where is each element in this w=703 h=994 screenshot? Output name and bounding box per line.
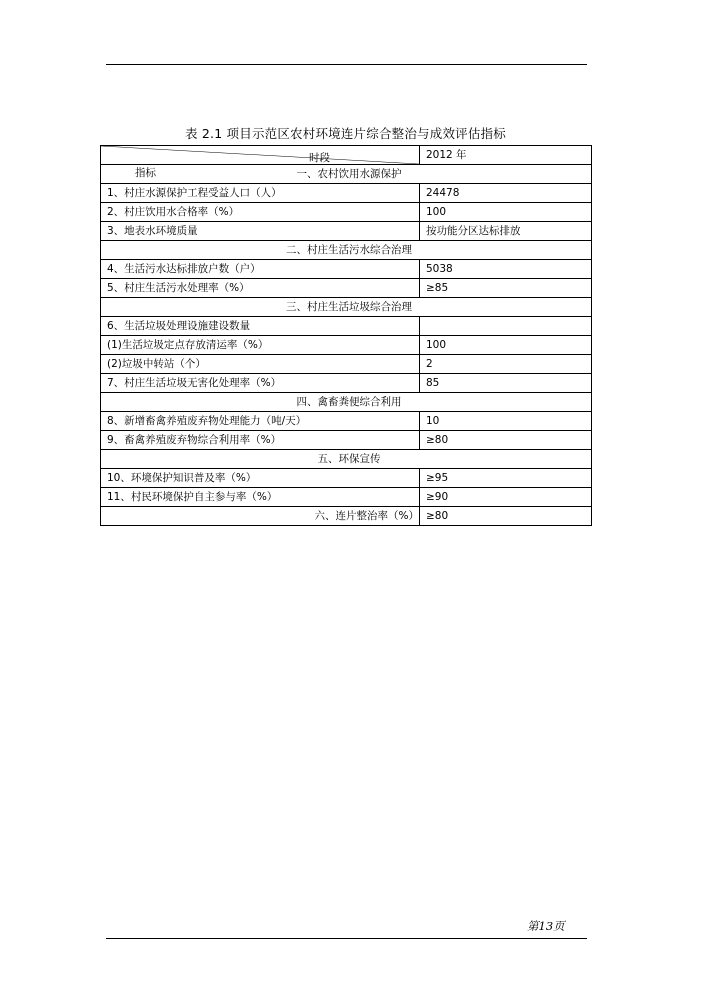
table-row: [101, 469, 592, 488]
table-row: [101, 203, 592, 222]
period-header: 时段: [309, 152, 330, 164]
section-title: 四、禽畜粪便综合利用: [101, 393, 592, 412]
indicator-table: [100, 145, 592, 526]
section-title: 五、环保宣传: [101, 450, 592, 469]
table-row: [101, 412, 592, 431]
indicator-name: 11、村民环境保护自主参与率（%）: [101, 488, 420, 507]
indicator-name: 10、环境保护知识普及率（%）: [101, 469, 420, 488]
indicator-value: 100: [420, 203, 592, 222]
header-rule: [106, 64, 587, 65]
indicator-name: 3、地表水环境质量: [101, 222, 420, 241]
indicator-name: 2、村庄饮用水合格率（%）: [101, 203, 420, 222]
diagonal-line: [101, 146, 419, 164]
indicator-name: (1)生活垃圾定点存放清运率（%）: [101, 336, 420, 355]
footer-rule: [106, 938, 587, 939]
table-row: [101, 507, 592, 526]
indicator-name: 7、村庄生活垃圾无害化处理率（%）: [101, 374, 420, 393]
table-row: [101, 488, 592, 507]
indicator-value: 100: [420, 336, 592, 355]
section-row: [101, 393, 592, 412]
indicator-value: 85: [420, 374, 592, 393]
indicator-name: 9、畜禽养殖废弃物综合利用率（%）: [101, 431, 420, 450]
table-caption: 表 2.1 项目示范区农村环境连片综合整治与成效评估指标: [185, 126, 506, 141]
section-row: [101, 298, 592, 317]
indicator-value: 10: [420, 412, 592, 431]
indicator-header: 指标: [135, 167, 156, 179]
indicator-value: [420, 317, 592, 336]
table-row: [101, 374, 592, 393]
indicator-value: 2: [420, 355, 592, 374]
section-row: [101, 450, 592, 469]
year-header: 2012 年: [420, 146, 592, 165]
table-row: [101, 431, 592, 450]
section-row: [101, 241, 592, 260]
section-title: 二、村庄生活污水综合治理: [101, 241, 592, 260]
section-title: 三、村庄生活垃圾综合治理: [101, 298, 592, 317]
indicator-value: 5038: [420, 260, 592, 279]
indicator-value: 24478: [420, 184, 592, 203]
table-row: [101, 336, 592, 355]
indicator-name: 六、连片整治率（%）: [101, 507, 420, 526]
indicator-value: ≥95: [420, 469, 592, 488]
indicator-name: 8、新增畜禽养殖废弃物处理能力（吨/天）: [101, 412, 420, 431]
indicator-value: ≥90: [420, 488, 592, 507]
table-row: [101, 317, 592, 336]
table-row: [101, 184, 592, 203]
indicator-value: ≥85: [420, 279, 592, 298]
table-row: [101, 222, 592, 241]
indicator-name: 5、村庄生活污水处理率（%）: [101, 279, 420, 298]
table-row: [101, 355, 592, 374]
table-row: [101, 279, 592, 298]
indicator-value: ≥80: [420, 507, 592, 526]
indicator-value: 按功能分区达标排放: [420, 222, 592, 241]
indicator-value: ≥80: [420, 431, 592, 450]
table-row: [101, 260, 592, 279]
indicator-name: (2)垃圾中转站（个）: [101, 355, 420, 374]
indicator-name: 1、村庄水源保护工程受益人口（人）: [101, 184, 420, 203]
indicator-name: 6、生活垃圾处理设施建设数量: [101, 317, 420, 336]
section-title: 一、农村饮用水源保护: [101, 165, 592, 184]
page-number: 第13页: [527, 919, 565, 933]
indicator-name: 4、生活污水达标排放户数（户）: [101, 260, 420, 279]
section-row: [101, 165, 592, 184]
table-header-row: [101, 146, 592, 165]
